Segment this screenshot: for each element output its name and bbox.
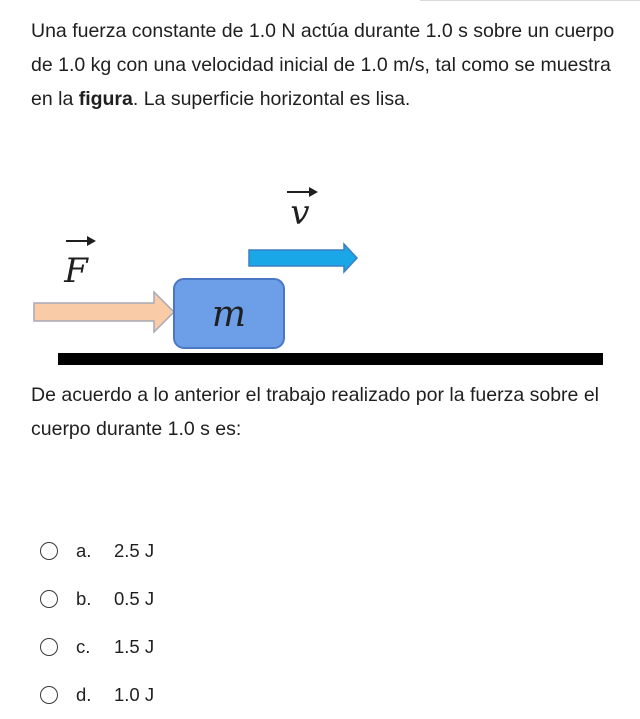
velocity-label-group — [287, 187, 318, 233]
option-letter: d. — [76, 684, 92, 705]
option-value: 1.0 J — [114, 684, 155, 705]
option-letter: c. — [76, 636, 91, 657]
force-vector-arrowhead — [87, 236, 96, 246]
velocity-vector-arrowhead — [309, 187, 318, 197]
question-text-part2: . La superficie horizontal es lisa. — [132, 88, 411, 110]
force-label: F — [64, 251, 88, 291]
physics-figure — [0, 180, 640, 370]
figure-drawing — [0, 180, 640, 370]
top-divider — [420, 0, 640, 1]
option-value: 2.5 J — [114, 540, 155, 561]
radio-button[interactable] — [40, 542, 58, 560]
option-value: 1.5 J — [114, 636, 155, 657]
force-label-group — [63, 236, 96, 291]
force-arrow — [34, 292, 174, 332]
option-b[interactable] — [40, 575, 154, 623]
answer-options — [40, 527, 154, 719]
option-a[interactable] — [40, 527, 154, 575]
radio-button[interactable] — [40, 590, 58, 608]
option-value: 0.5 J — [114, 588, 155, 609]
ground-surface — [58, 353, 603, 365]
question-text-part1: Una fuerza constante de 1.0 N actúa durante 1.0 s sobre un cuerpo de 1.0 kg con una velocidad inicial de 1.0 m/s, tal como se muestra en la — [31, 20, 615, 110]
mass-label: m — [211, 294, 247, 335]
question-text-bold: figura — [78, 88, 133, 110]
option-letter: b. — [76, 588, 92, 609]
velocity-label: v — [290, 193, 310, 233]
option-letter: a. — [76, 540, 92, 561]
question-text — [31, 14, 621, 116]
velocity-arrow — [249, 244, 357, 272]
option-c[interactable] — [40, 623, 154, 671]
followup-text: De acuerdo a lo anterior el trabajo realizado por la fuerza sobre el cuerpo durante 1.0 s es: — [31, 384, 599, 440]
radio-button[interactable] — [40, 638, 58, 656]
radio-button[interactable] — [40, 686, 58, 704]
